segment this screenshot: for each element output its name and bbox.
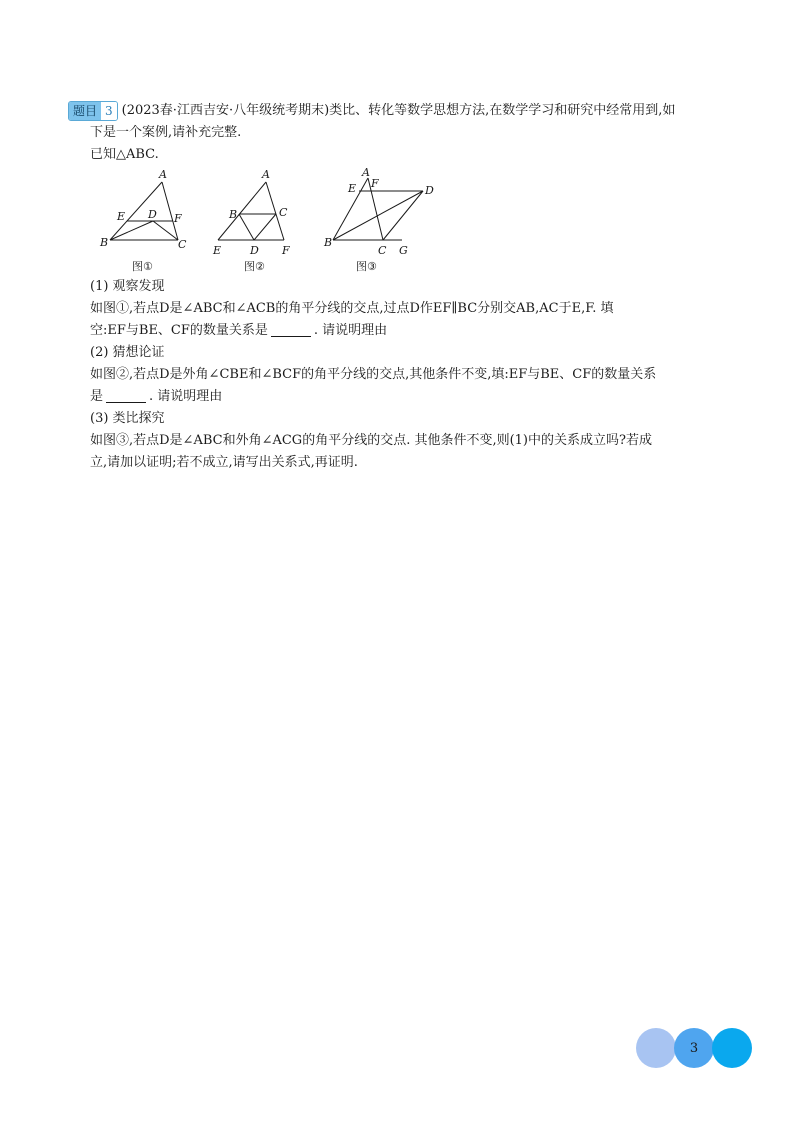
given-statement: 已知△ABC. <box>90 147 159 162</box>
part2-line-2 <box>68 386 728 408</box>
page-number: 3 <box>689 1040 699 1056</box>
fig2-label-d: D <box>250 244 259 257</box>
fig1-side-ac <box>162 182 178 240</box>
fig1-label-a: A <box>159 168 167 181</box>
part2-line-2-a: 是 <box>90 389 104 404</box>
part1-answer-blank[interactable] <box>271 322 311 337</box>
fig1-label-c: C <box>178 238 187 251</box>
intro-text-2: 下是一个案例,请补充完整. <box>90 125 242 140</box>
part1-line-1: 如图①,若点D是∠ABC和∠ACB的角平分线的交点,过点D作EF∥BC分别交AB,AC于E,F. 填 <box>90 301 614 316</box>
fig1-label-d: D <box>148 208 157 221</box>
question-tag-number: 3 <box>101 102 117 120</box>
fig1-label-f: F <box>174 212 182 225</box>
part2-title: (2) 猜想论证 <box>90 345 165 360</box>
fig2-label-f: F <box>282 244 290 257</box>
fig3-caption: 图③ <box>356 260 377 273</box>
fig3-label-e: E <box>348 182 357 195</box>
fig2-label-a: A <box>262 168 270 181</box>
fig3-segment-cd <box>383 191 423 240</box>
fig3-label-d: D <box>425 184 434 197</box>
fig2-label-c: C <box>279 206 288 219</box>
figures-svg <box>96 168 446 278</box>
fig2-line-ae <box>218 182 266 240</box>
part1-line-2 <box>68 320 728 342</box>
question-tag-label: 题目 <box>69 102 101 120</box>
intro-text-1: (2023春·江西吉安·八年级统考期末)类比、转化等数学思想方法,在数学学习和研究中经常用到,如 <box>121 103 676 118</box>
fig2-segment-bd <box>239 214 254 240</box>
part1-title: (1) 观察发现 <box>90 279 165 294</box>
fig1-label-b: B <box>100 236 109 249</box>
page-footer <box>636 1028 752 1068</box>
geometry-figures <box>96 168 446 278</box>
fig3-label-f: F <box>371 177 379 190</box>
part3-title: (3) 类比探究 <box>90 411 165 426</box>
fig3-label-b: B <box>324 236 333 249</box>
fig3-label-a: A <box>362 166 370 179</box>
part3-line-1: 如图③,若点D是∠ABC和外角∠ACG的角平分线的交点. 其他条件不变,则(1)中的关系成立吗?若成 <box>90 433 652 448</box>
question-block <box>68 100 728 474</box>
fig2-segment-cd <box>254 214 276 240</box>
fig1-label-e: E <box>117 210 126 223</box>
figure-2 <box>218 182 284 240</box>
fig2-caption: 图② <box>244 260 265 273</box>
fig3-label-g: G <box>399 244 408 257</box>
intro-line-1 <box>68 100 728 122</box>
part2-answer-blank[interactable] <box>106 388 146 403</box>
fig2-label-e: E <box>213 244 222 257</box>
question-tag <box>68 101 118 121</box>
footer-circle-left <box>636 1028 676 1068</box>
footer-circle-right <box>712 1028 752 1068</box>
fig1-segment-bd <box>110 221 153 240</box>
fig1-caption: 图① <box>132 260 153 273</box>
footer-page-number-circle <box>674 1028 714 1068</box>
fig2-label-b: B <box>229 208 238 221</box>
part1-line-2-a: 空:EF与BE、CF的数量关系是 <box>90 323 268 338</box>
part2-line-1: 如图②,若点D是外角∠CBE和∠BCF的角平分线的交点,其他条件不变,填:EF与BE、CF的数量关系 <box>90 367 657 382</box>
part1-line-2-b: . 请说明理由 <box>313 323 388 338</box>
fig3-label-c: C <box>378 244 387 257</box>
part3-line-2: 立,请加以证明;若不成立,请写出关系式,再证明. <box>90 455 358 470</box>
part2-line-2-b: . 请说明理由 <box>149 389 223 404</box>
